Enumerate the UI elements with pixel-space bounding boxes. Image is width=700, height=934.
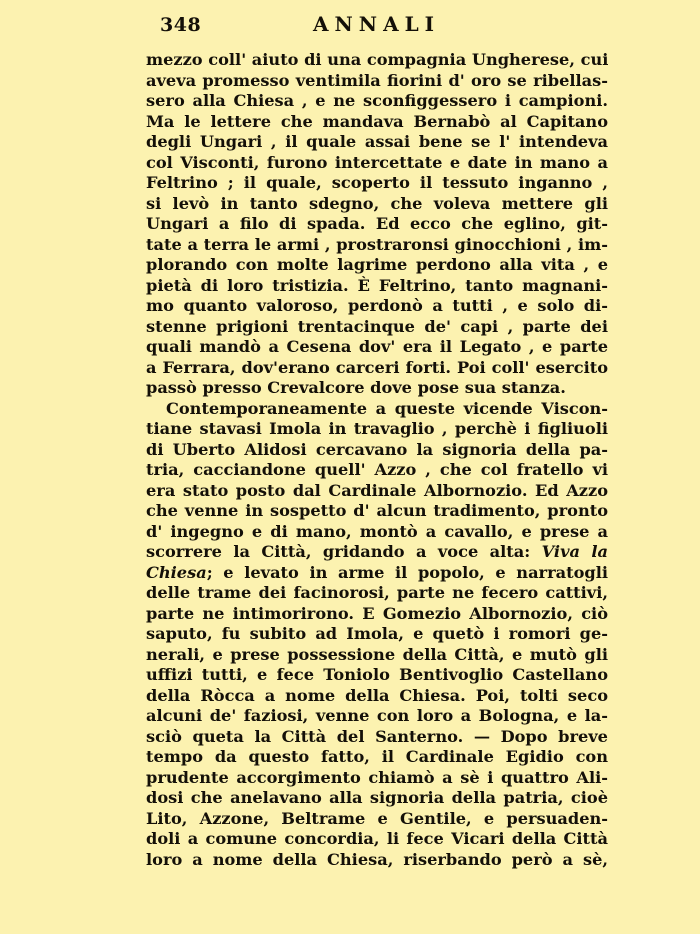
text-line: a Ferrara, dov'erano carceri forti. Poi coll' esercito: [146, 357, 608, 377]
text-line: Feltrino ; il quale, scoperto il tessuto inganno ,: [146, 173, 608, 192]
text-line: uffizi tutti, e fece Toniolo Bentivoglio Castellano: [146, 665, 608, 684]
text-line: prudente accorgimento chiamò a sè i quattro Ali-: [146, 767, 608, 787]
text-line: [146, 563, 608, 584]
text-line: Lito, Azzone, Beltrame e Gentile, e persuaden-: [146, 808, 608, 828]
text-line: tiane stavasi Imola in travaglio , perchè i figliuoli: [146, 419, 608, 438]
text-line: passò presso Crevalcore dove pose sua stanza.: [146, 378, 566, 397]
text-line: doli a comune concordia, li fece Vicari della Città: [146, 829, 608, 848]
text-line: era stato posto dal Cardinale Albornozio. Ed Azzo: [146, 480, 608, 500]
text-line: aveva promesso ventimila fiorini d' oro se ribellas-: [146, 70, 608, 90]
text-line: che venne in sospetto d' alcun tradimento, pronto: [146, 501, 608, 520]
text-line: stenne prigioni trentacinque de' capi , parte dei: [146, 316, 608, 336]
text-line: saputo, fu subito ad Imola, e quetò i romori ge-: [146, 624, 608, 643]
text-line: tria, cacciandone quell' Azzo , che col fratello vi: [146, 460, 608, 479]
running-head: ANNALI: [313, 12, 441, 36]
text-line: alcuni de' faziosi, venne con loro a Bologna, e la-: [146, 706, 608, 725]
text-line: tate a terra le armi , prostraronsi ginocchioni , im-: [146, 234, 608, 254]
text-segment: ; e levato in arme il popolo, e narratogli: [206, 562, 608, 582]
text-line: delle trame dei facinorosi, parte ne fecero cattivi,: [146, 583, 608, 602]
text-line: Ungari a filo di spada. Ed ecco che eglino, git-: [146, 214, 608, 233]
text-line: sciò queta la Città del Santerno. — Dopo breve: [146, 726, 608, 746]
text-line: degli Ungari , il quale assai bene se l' intendeva: [146, 132, 608, 151]
text-line: di Uberto Alidosi cercavano la signoria della pa-: [146, 439, 608, 459]
text-line: sero alla Chiesa , e ne sconfiggessero i campioni.: [146, 91, 608, 110]
text-line: quali mandò a Cesena dov' era il Legato , e parte: [146, 337, 608, 356]
text-line: plorando con molte lagrime perdono alla vita , e: [146, 255, 608, 274]
body-text: [146, 50, 608, 870]
italic-phrase: Viva la: [541, 542, 608, 561]
text-line: nerali, e prese possessione della Città, e mutò gli: [146, 644, 608, 664]
text-line: Contemporaneamente a queste vicende Viscon-: [166, 398, 608, 418]
text-line: Ma le lettere che mandava Bernabò al Capitano: [146, 111, 608, 131]
text-line: [146, 542, 608, 563]
text-line: della Ròcca a nome della Chiesa. Poi, tolti seco: [146, 685, 608, 705]
text-line: pietà di loro tristizia. È Feltrino, tanto magnani-: [146, 275, 608, 295]
text-line: parte ne intimorirono. E Gomezio Albornozio, ciò: [146, 603, 608, 623]
text-line: col Visconti, furono intercettate e date in mano a: [146, 152, 608, 172]
text-line: d' ingegno e di mano, montò a cavallo, e prese a: [146, 521, 608, 541]
italic-phrase: Chiesa: [146, 562, 207, 582]
page-number: 348: [160, 14, 202, 36]
text-line: mezzo coll' aiuto di una compagnia Ungherese, cui: [146, 50, 609, 69]
text-line: dosi che anelavano alla signoria della patria, cioè: [146, 788, 608, 807]
text-segment: scorrere la Città, gridando a voce alta:: [146, 542, 531, 561]
text-line: mo quanto valoroso, perdonò a tutti , e solo di-: [146, 296, 608, 315]
text-line: loro a nome della Chiesa, riserbando però a sè,: [146, 849, 608, 869]
text-line: si levò in tanto sdegno, che voleva mettere gli: [146, 193, 608, 213]
text-line: tempo da questo fatto, il Cardinale Egidio con: [146, 747, 608, 766]
